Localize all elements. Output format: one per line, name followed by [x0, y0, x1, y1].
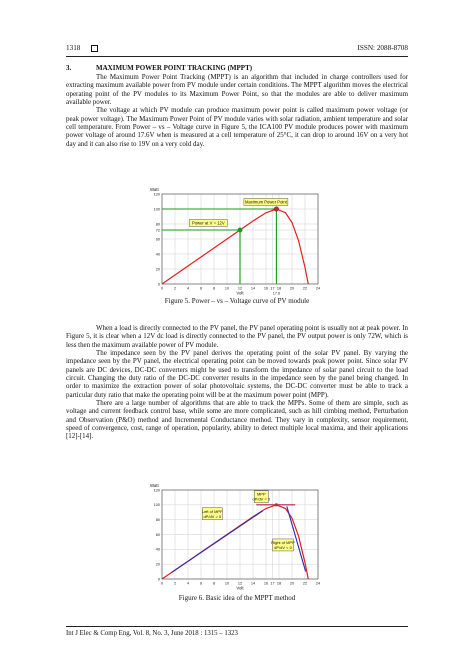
paragraph: The Maximum Power Point Tracking (MPPT) is an algorithm that included in charge controllers used for extracting maximum available power from PV module under certain conditions. The MPPT algorithm moves the electrical operating point of the PV modules to its Maximum Power Point, so that the modules are able to deliver maximum available power. [66, 73, 408, 107]
x-tick-label: 17.6 [272, 291, 281, 296]
x-tick-label: 14 [250, 286, 256, 291]
x-tick-label: 17 [270, 581, 275, 586]
load-label: Power at V = 12V [191, 220, 225, 226]
y-tick-label: 120 [153, 488, 160, 493]
x-tick-label: 2 [173, 286, 177, 291]
x-tick-label: 20 [289, 286, 295, 291]
footer-rule [66, 626, 408, 627]
x-tick-label: 4 [186, 581, 190, 586]
x-tick-label: 18 [276, 581, 282, 586]
x-tick-label: 12 [237, 581, 243, 586]
paragraph: The voltage at which PV module can produce maximum power point is called maximum power voltage (or peak power voltage). The Maximum Power Point of PV module varies with solar radiation, ambient temperature and solar cell temperature. From Power – vs – Voltage curve in Figure 5, the ICA100 PV module produces power with maximum power voltage of around 17.6V when is measured at a cell temperature of 25°C, it can drop to around 16V on a very hot day and it can also rise to 19V on a very cold day. [66, 106, 408, 148]
y-tick-label: 20 [155, 562, 160, 567]
maximum-power-point [275, 503, 278, 506]
figure-6-plot [150, 483, 320, 591]
page-header [66, 44, 408, 56]
mpp-label: Maximum Power Point [244, 199, 287, 205]
y-tick-label: 100 [153, 207, 160, 212]
y-tick-label: 80 [155, 517, 160, 522]
pv-curve [162, 209, 308, 284]
mpp-label-condition: dP/dV = 0 [252, 496, 271, 502]
y-tick-label: 72 [155, 228, 160, 233]
section-heading [66, 64, 252, 72]
mpp-label-title: MPP [256, 491, 266, 497]
paragraph: The impedance seen by the PV panel derives the operating point of the solar PV panel. By varying the impedance seen by the PV panel, the electrical operating point can be moved towards peak power point. Since solar PV panels are DC devices, DC-DC converters might be used to transform the impedance of solar panel circuit to the load circuit. Changing the duty ratio of the DC-DC converter results in the impedance seen by the panel being changed. In order to maximize the extraction power of solar photovoltaic systems, the DC-DC converter must be able to track a particular duty ratio that make the operating point will be at the maximum power point (MPP). [66, 349, 408, 399]
x-tick-label: 10 [224, 581, 230, 586]
load-operating-point [238, 228, 243, 233]
y-tick-label: 0 [157, 282, 160, 287]
left-tangent-line [172, 508, 263, 573]
maximum-power-point [274, 207, 279, 212]
x-tick-label: 0 [160, 286, 164, 291]
y-axis-label: Watt [150, 483, 159, 488]
y-tick-label: 80 [155, 222, 160, 227]
x-axis-label: Volt [236, 585, 244, 591]
x-tick-label: 24 [315, 286, 321, 291]
y-tick-label: 40 [155, 252, 160, 257]
y-tick-label: 40 [155, 547, 160, 552]
x-tick-label: 22 [302, 286, 308, 291]
paragraph: There are a large number of algorithms that are able to track the MPPs. Some of them are simple, such as voltage and current feedback control base, while some are more complicated, such as hill cimbing method, Perturbation and Observation (P&O) method and Incremental Conductance method. They vary in complexity, sensor requirement, speed of convergence, cost, range of operation, popularity, ability to detect multiple local maxima, and their applications [12]-[14]. [66, 399, 408, 441]
figure-6-caption: Figure 6. Basic idea of the MPPT method [178, 594, 296, 602]
square-icon [91, 45, 98, 52]
figure-5-caption: Figure 5. Power – vs – Voltage curve of PV module [164, 297, 310, 305]
figure-5-plot [150, 187, 320, 296]
y-tick-label: 120 [153, 192, 160, 197]
page-footer: Int J Elec & Comp Eng, Vol. 8, No. 3, June 2018 : 1315 – 1323 [66, 630, 238, 637]
section-number: 3. [66, 64, 72, 72]
left-of-mpp-label-condition: dP/dV > 0 [203, 513, 222, 519]
figure-6-chart [140, 480, 340, 592]
paragraph: When a load is directly connected to the PV panel, the PV panel operating point is usually not at peak power. In Figure 5, it is clear when a 12V dc load is directly connected to the PV panel, the PV output power is only 72W, which is less then the maximum available power of PV module. [66, 324, 408, 349]
x-tick-label: 8 [212, 581, 216, 586]
y-tick-label: 20 [155, 267, 160, 272]
body-text-top [66, 73, 408, 148]
y-tick-label: 100 [153, 503, 160, 508]
header-rule [66, 56, 408, 57]
y-axis-label: Watt [150, 187, 159, 192]
right-of-mpp-label-condition: dP/dV < 0 [274, 544, 292, 550]
y-tick-label: 60 [155, 532, 160, 537]
x-tick-label: 0 [160, 581, 164, 586]
page-number: 1318 [66, 44, 81, 52]
x-tick-label: 8 [212, 286, 216, 291]
x-tick-label: 16 [263, 581, 269, 586]
x-tick-label: 6 [199, 286, 203, 291]
issn: ISSN: 2088-8708 [357, 44, 408, 52]
x-tick-label: 18 [276, 286, 282, 291]
x-tick-label: 6 [199, 581, 203, 586]
section-title: MAXIMUM POWER POINT TRACKING (MPPT) [96, 64, 253, 72]
x-tick-label: 22 [302, 581, 308, 586]
figure-5-chart [140, 176, 340, 300]
x-tick-label: 17 [270, 286, 275, 291]
x-tick-label: 4 [186, 286, 190, 291]
x-tick-label: 16 [263, 286, 269, 291]
x-tick-label: 24 [315, 581, 321, 586]
x-tick-label: 10 [224, 286, 230, 291]
x-tick-label: 20 [289, 581, 295, 586]
x-tick-label: 12 [237, 286, 243, 291]
y-tick-label: 60 [155, 237, 160, 242]
x-axis-label: Volt [236, 290, 244, 296]
y-tick-label: 0 [157, 577, 160, 582]
body-text-middle [66, 324, 408, 441]
right-of-mpp-label-title: Right of MPP [271, 539, 295, 545]
x-tick-label: 2 [173, 581, 177, 586]
x-tick-label: 14 [250, 581, 256, 586]
left-of-mpp-label-title: Left of MPP [201, 508, 223, 514]
